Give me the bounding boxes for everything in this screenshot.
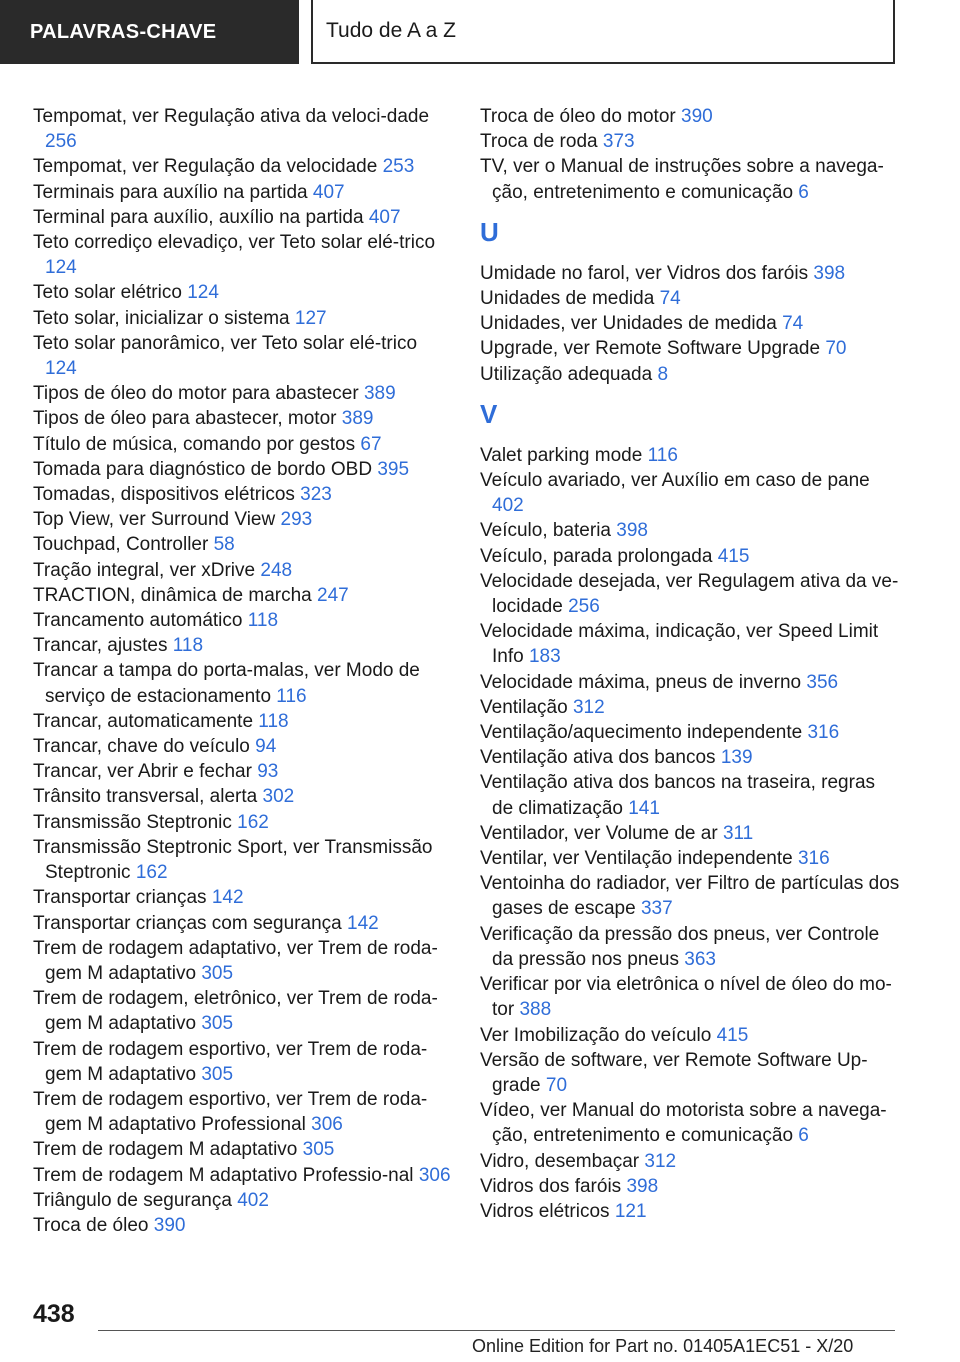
index-entry [480,362,900,387]
index-entry-text: Teto solar elétrico [33,282,182,304]
index-entry-text: Tempomat, ver Regulação ativa da veloci‐dade [33,106,430,127]
index-entry [480,1174,900,1199]
page-reference-link[interactable]: 6 [798,1125,809,1147]
index-entry-text: Valet parking mode [480,444,643,466]
index-entry-text: Touchpad, Controller [33,534,209,556]
index-entry-text: Vidros elétricos [480,1200,610,1222]
index-entry-text: Tomada para diagnóstico de bordo OBD [33,458,373,480]
page-reference-link[interactable]: 390 [681,106,713,127]
page-reference-link[interactable]: 58 [213,534,235,556]
index-entry-text: Trem de rodagem esportivo, ver Trem de roda‐gem M adaptativo Professional [33,1088,428,1136]
index-entry-text: Trancar, chave do veículo [33,736,250,758]
page-reference-link[interactable]: 162 [135,862,168,884]
index-entry [480,1023,900,1048]
page-reference-link[interactable]: 337 [640,898,673,920]
index-entry [33,381,453,406]
index-entry-text: Título de música, comando por gestos [33,433,356,455]
page-reference-link[interactable]: 389 [363,383,396,405]
page-reference-link[interactable]: 407 [368,206,401,228]
page-reference-link[interactable]: 306 [311,1114,343,1136]
index-entry-text: Trem de rodagem, eletrônico, ver Trem de roda‐gem M adaptativo [33,988,438,1035]
page-reference-link[interactable]: 373 [602,131,635,153]
index-entry [480,972,900,1022]
index-entry [33,280,453,305]
index-entry-text: TRACTION, dinâmica de marcha [33,584,312,606]
index-entry-text: Teto corrediço elevadiço, ver Teto solar elé‐trico [33,232,436,254]
index-entry-text: Velocidade máxima, indicação, ver Speed Limit Info [480,621,879,668]
index-entry [33,1188,453,1213]
page-reference-link[interactable]: 6 [798,181,809,203]
page-reference-link[interactable]: 316 [797,848,830,870]
index-entry [33,885,453,910]
page-reference-link[interactable]: 302 [262,786,295,808]
page-reference-link[interactable]: 94 [255,736,277,758]
section-letter-v: V [480,398,498,429]
index-entry-text: Teto solar, inicializar o sistema [33,307,290,329]
index-entry [480,720,900,745]
index-entry-text: Velocidade máxima, pneus de inverno [480,671,802,693]
page-reference-link[interactable]: 124 [187,282,219,304]
page-reference-link[interactable]: 402 [492,495,524,517]
index-entry-text: Transportar crianças [33,887,207,909]
index-entry [480,1149,900,1174]
page-reference-link[interactable]: 74 [782,313,804,335]
index-entry-text: Top View, ver Surround View [33,509,276,531]
index-entry-text: Velocidade desejada, ver Regulagem ativa da ve‐locidade [480,570,899,618]
page-reference-link[interactable]: 142 [347,912,379,934]
page-reference-link[interactable]: 142 [211,887,244,909]
index-entry [33,709,453,734]
index-entry-text: Ver Imobilização do veículo [480,1024,712,1046]
index-entry-text: Terminal para auxílio, auxílio na partida [33,206,364,228]
index-entry [33,1137,453,1162]
page-reference-link[interactable]: 124 [45,358,77,380]
page-reference-link[interactable]: 398 [626,1175,659,1197]
index-entry-text: Vidro, desembaçar [480,1150,640,1172]
index-entry [33,331,453,381]
index-entry [33,482,453,507]
index-entry [33,911,453,936]
page-reference-link[interactable]: 323 [300,484,332,506]
index-entry-text: Tomadas, dispositivos elétricos [33,484,295,506]
index-entry [33,608,453,633]
index-entry-text: Transportar crianças com segurança [33,912,342,934]
index-entry-text: Verificação da pressão dos pneus, ver Controle da pressão nos pneus [480,923,880,970]
page-reference-link[interactable]: 389 [341,408,374,430]
page-reference-link[interactable]: 415 [717,545,750,567]
index-entry [480,544,900,569]
page-reference-link[interactable]: 116 [647,444,678,466]
page-reference-link[interactable]: 248 [260,559,293,581]
index-entry-text: Triângulo de segurança [33,1189,232,1211]
index-entry [480,311,900,336]
index-entry-text: Ventilação ativa dos bancos [480,747,716,769]
index-entry [33,1037,453,1087]
index-entry [480,129,900,154]
index-entry [33,835,453,885]
page-reference-link[interactable]: 118 [247,610,279,632]
index-entry-text: Teto solar panorâmico, ver Teto solar elé‐trico [33,332,418,354]
index-entry [480,821,900,846]
page-reference-link[interactable]: 395 [377,458,410,480]
index-entry [33,205,453,230]
index-column-right [480,104,900,1224]
index-entry [480,261,900,286]
page-reference-link[interactable]: 390 [153,1214,186,1236]
index-entry [480,846,900,871]
index-entry [480,670,900,695]
page-reference-link[interactable]: 118 [172,635,204,657]
page-reference-link[interactable]: 74 [659,288,681,310]
index-entry-text: Terminais para auxílio na partida [33,181,308,203]
page-reference-link[interactable]: 398 [813,262,846,284]
index-entry [33,230,453,280]
index-entry-text: Ventilador, ver Volume de ar [480,822,718,844]
index-entry-text: Trancar a tampa do porta-malas, ver Modo de serviço de estacionamento [33,660,420,707]
index-entry [33,532,453,557]
section-label: PALAVRAS-CHAVE [30,20,217,43]
index-entry [480,104,900,129]
index-entry [480,745,900,770]
index-entry [33,986,453,1036]
index-entry [33,810,453,835]
page-reference-link[interactable]: 305 [302,1139,335,1161]
page-reference-link[interactable]: 8 [657,363,669,385]
index-entry-text: Trancamento automático [33,610,243,632]
index-entry [480,336,900,361]
page-reference-link[interactable]: 256 [568,596,600,618]
index-entry [33,306,453,331]
index-entry [33,432,453,457]
index-entry [33,457,453,482]
page-reference-link[interactable]: 127 [294,307,327,329]
index-entry [480,518,900,543]
page-reference-link[interactable]: 402 [237,1189,269,1211]
index-entry-text: Tração integral, ver xDrive [33,559,256,581]
page-reference-link[interactable]: 139 [720,747,753,769]
index-entry-text: Transmissão Steptronic Sport, ver Transmissão Steptronic [33,836,433,884]
page-reference-link[interactable]: 141 [628,797,660,819]
index-entry [33,658,453,708]
page-reference-link[interactable]: 363 [684,948,716,970]
index-entry [33,784,453,809]
index-entry [33,936,453,986]
page-reference-link[interactable]: 183 [528,646,561,668]
page-reference-link[interactable]: 415 [716,1024,749,1046]
page-reference-link[interactable]: 70 [825,338,847,360]
index-entry [480,871,900,921]
page-reference-link[interactable]: 356 [806,671,839,693]
index-entry-text: Ventilação/aquecimento independente [480,722,803,744]
index-entry-text: Upgrade, ver Remote Software Upgrade [480,338,821,360]
index-entry [480,468,900,518]
index-entry [33,180,453,205]
page-reference-link[interactable]: 121 [614,1200,647,1222]
page-reference-link[interactable]: 398 [616,520,648,542]
index-entry [480,770,900,820]
page-reference-link[interactable]: 305 [201,962,234,984]
page-reference-link[interactable]: 256 [45,131,77,153]
index-entry [33,633,453,658]
index-entry-text: Ventilar, ver Ventilação independente [480,848,793,870]
index-entry [33,1163,453,1188]
index-entry-text: Troca de roda [480,131,598,153]
index-entry-text: Trancar, automaticamente [33,710,254,732]
index-entry [33,1213,453,1238]
index-entry [33,583,453,608]
page-number: 438 [33,1300,75,1328]
page-reference-link[interactable]: 162 [237,811,269,833]
index-entry-text: Unidades de medida [480,288,655,310]
section-tab [0,0,299,64]
page-reference-link[interactable]: 93 [257,761,279,783]
index-entry [33,734,453,759]
page-title: Tudo de A a Z [326,19,456,42]
index-entry [33,507,453,532]
index-entry-text: Unidades, ver Unidades de medida [480,313,777,335]
page-reference-link[interactable]: 311 [722,822,754,844]
index-entry [480,695,900,720]
index-entry-text: Tipos de óleo do motor para abastecer [33,383,359,405]
page-reference-link[interactable]: 253 [382,156,415,178]
page-reference-link[interactable]: 388 [519,999,552,1021]
index-entry-text: Trânsito transversal, alerta [33,786,258,808]
index-entry [33,759,453,784]
page-reference-link[interactable]: 305 [201,1063,234,1085]
page-reference-link[interactable]: 70 [545,1074,568,1096]
index-entry-text: Troca de óleo do motor [480,106,676,127]
index-entry-text: Veículo, bateria [480,520,611,542]
index-entry-text: Ventoinha do radiador, ver Filtro de partículas dos gases de escape [480,873,900,920]
index-entry [480,922,900,972]
page-reference-link[interactable]: 293 [280,509,313,531]
index-entry-text: Ventilação ativa dos bancos na traseira, regras de climatização [480,772,876,819]
index-entry-text: Trem de rodagem adaptativo, ver Trem de roda‐gem M adaptativo [33,937,438,984]
index-entry [33,406,453,431]
index-entry [480,1199,900,1224]
index-column-left [33,104,453,1238]
index-entry-text: Trancar, ver Abrir e fechar [33,761,252,783]
page-reference-link[interactable]: 306 [418,1164,451,1186]
page-reference-link[interactable]: 116 [276,685,307,707]
entries-u [480,261,900,387]
index-entry [33,1087,453,1137]
index-entry-text: TV, ver o Manual de instruções sobre a navega‐ção, entretenimento e comunicação [480,156,884,203]
index-entry-text: Trancar, ajustes [33,635,168,657]
index-entry-text: Trem de rodagem esportivo, ver Trem de roda‐gem M adaptativo [33,1038,428,1085]
page-reference-link[interactable]: 67 [360,433,382,455]
index-entry-text: Verificar por via eletrônica o nível de óleo do mo‐tor [480,974,892,1021]
index-entry [480,154,900,204]
index-entry-text: Trem de rodagem M adaptativo Professio‐nal [33,1164,414,1186]
entries-v [480,443,900,1224]
index-entry [480,1098,900,1148]
page-reference-link[interactable]: 247 [317,584,349,606]
index-entry-text: Trem de rodagem M adaptativo [33,1139,298,1161]
index-entry-text: Transmissão Steptronic [33,811,232,833]
page-reference-link[interactable]: 407 [312,181,345,203]
index-entry [480,569,900,619]
index-entry-text: Vídeo, ver Manual do motorista sobre a navega‐ção, entretenimento e comunicação [480,1100,887,1147]
page-reference-link[interactable]: 316 [807,722,840,744]
page-reference-link[interactable]: 312 [572,696,605,718]
index-entry-text: Tempomat, ver Regulação da velocidade [33,156,378,178]
index-entry [33,558,453,583]
index-entry [480,619,900,669]
index-entry-text: Versão de software, ver Remote Software Up‐grade [480,1049,868,1096]
footer-edition: Online Edition for Part no. 01405A1EC51 - X/20 [472,1336,854,1356]
header-title-box [311,0,895,64]
page-reference-link[interactable]: 312 [644,1150,677,1172]
page-reference-link[interactable]: 305 [201,1013,234,1035]
index-entry-text: Utilização adequada [480,363,653,385]
index-entry-text: Ventilação [480,696,568,718]
index-entry [480,286,900,311]
page-reference-link[interactable]: 124 [45,257,77,279]
index-entry-text: Troca de óleo [33,1214,149,1236]
index-entry [480,1048,900,1098]
page-reference-link[interactable]: 118 [258,710,289,732]
index-entry [480,443,900,468]
index-entry-text: Vidros dos faróis [480,1175,622,1197]
entries-t-continued [480,104,900,205]
index-entry-text: Umidade no farol, ver Vidros dos faróis [480,262,809,284]
index-entry-text: Tipos de óleo para abastecer, motor [33,408,337,430]
footer-rule [98,1330,895,1331]
section-letter-u: U [480,216,499,247]
index-entry-text: Veículo avariado, ver Auxílio em caso de pane [480,470,870,492]
index-entry [33,154,453,179]
index-entry-text: Veículo, parada prolongada [480,545,713,567]
index-entry [33,104,453,154]
